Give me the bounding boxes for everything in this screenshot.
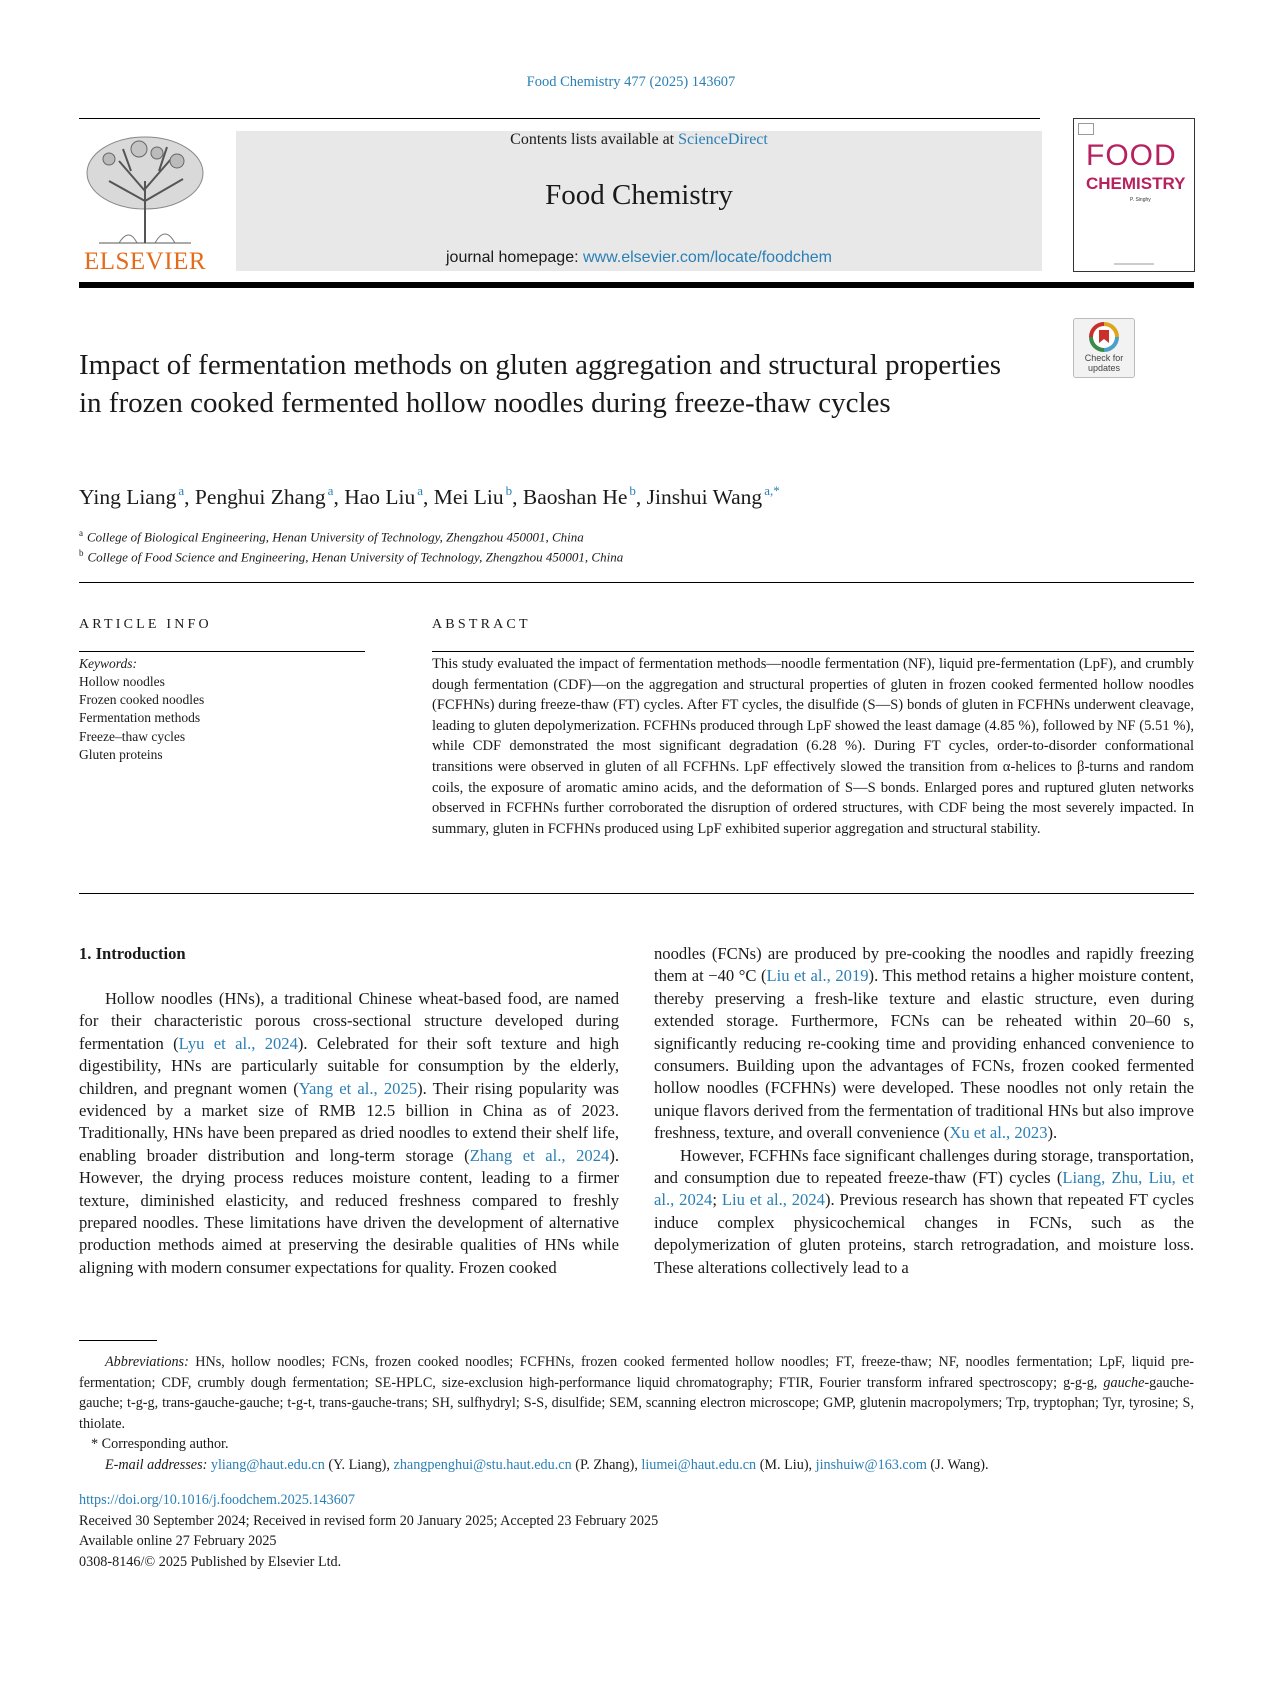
affiliation-text: College of Food Science and Engineering, Henan University of Technology, Zhengzhou 450001, China [87,549,624,565]
header-top-rule [79,118,1040,119]
author-name: Penghui Zhang [194,485,326,509]
keyword: Freeze–thaw cycles [79,729,186,744]
affiliation-mark: a [79,528,83,538]
citation-link[interactable]: Liang, Zhu, Liu, et al., 2024 [654,1168,1194,1210]
author-affiliation-mark[interactable]: a,* [764,483,780,498]
abbreviations-footnote [79,1352,1194,1434]
body-text: ). Previous research has shown that repeated FT cycles induce complex physicochemical changes in FCNs, such as the depolymerization of gluten proteins, starch retrogradation, and moisture loss. These alterations collectively lead to a [654,1190,1194,1277]
affiliation [79,548,623,565]
citation-link[interactable]: Zhang et al., 2024 [469,1145,610,1165]
author-separator: , [512,485,523,509]
section-heading-introduction: 1. Introduction [79,944,186,963]
author-affiliation-mark[interactable]: a [417,483,424,498]
email-owner: (J. Wang). [926,1456,989,1473]
journal-cover-thumbnail[interactable] [1073,118,1195,272]
email-link[interactable]: jinshuiw@163.com [815,1456,927,1473]
author-name: Mei Liu [433,485,504,509]
body-text: ). This method retains a higher moisture content, thereby preserving a fresh-like texture and elastic structure, even during extended storage. Furthermore, FCNs can be reheated within 20–60 s, significantly reducing re-cooking time and providing enhanced convenience to consumers. Building upon the advantages of FCNs, frozen cooked fermented hollow noodles (FCFHNs) were developed. These noodles not only retain the unique flavors derived from the fermentation of traditional HNs but also improve freshness, texture, and overall convenience ( [654,966,1194,1143]
journal-name: Food Chemistry [545,179,733,211]
article-title: Impact of fermentation methods on gluten aggregation and structural properties in frozen cooked fermented hollow noodles during freeze-thaw cycles [79,349,1002,419]
email-link[interactable]: yliang@haut.edu.cn [210,1456,325,1473]
body-column-left [79,988,619,1279]
author-separator: , [184,485,195,509]
sciencedirect-link[interactable]: ScienceDirect [678,131,768,148]
author-separator: , [423,485,434,509]
body-text: ). However, the drying process reduces moisture content, leading to a firmer texture, diminished elasticity, and reduced freshness compared to freshly prepared noodles. These limitations have driven the development of alternative production methods aimed at preserving the desirable qualities of HNs while aligning with modern consumer expectations for quality. Frozen cooked [79,1145,620,1277]
affiliations-rule [79,582,1194,583]
homepage-line [236,249,1042,267]
abstract-rule [432,651,1194,652]
author-separator: , [333,485,345,509]
body-text: ). Their rising popularity was evidenced by a market size of RMB 12.5 billion in China as of 2023. Traditionally, HNs have been prepared as dried noodles to extend their shelf life, enabling broader distribution and long-term storage ( [79,1078,619,1165]
body-text: noodles (FCNs) are produced by pre-cooking the noodles and rapidly freezing them at −40 °C ( [654,944,1194,986]
abstract-heading: ABSTRACT [432,617,531,632]
email-link[interactable]: zhangpenghui@stu.haut.edu.cn [393,1456,572,1473]
body-text: ). [1047,1123,1058,1143]
citation-link[interactable]: Liu et al., 2019 [766,966,869,986]
body-text: However, FCFHNs face significant challenges during storage, transportation, and consumption due to repeated freeze-thaw (FT) cycles ( [654,1145,1194,1188]
author[interactable] [434,485,512,509]
author-affiliation-mark[interactable]: b [505,483,513,498]
journal-reference[interactable]: Food Chemistry 477 (2025) 143607 [526,74,736,90]
citation-link[interactable]: Lyu et al., 2024 [178,1033,298,1053]
contents-prefix: Contents lists available at [510,131,679,148]
author[interactable] [344,485,423,509]
email-addresses [79,1455,1194,1476]
article-info-rule [79,651,365,652]
publication-metadata [79,1490,658,1572]
publisher-wordmark: ELSEVIER [83,248,207,275]
abbreviations-text: -gauche-gauche; t-g-g, trans-gauche-gauche; t-g-t, trans-gauche-trans; SH, sulfhydryl; S-S, disulfide; SEM, scanning electron microscope; GMP, glutenin macropolymers; Trp, tryptophan; Tyr, tyrosine; S, thiolate. [79,1374,1194,1432]
keyword: Frozen cooked noodles [79,692,205,707]
email-owner: (M. Liu), [756,1456,816,1473]
body-text: Hollow noodles (HNs), a traditional Chinese wheat-based food, are named for their characteristic porous cross-sectional structure developed during fermentation ( [79,989,619,1053]
footnotes [79,1352,1194,1476]
contents-line [236,131,1042,149]
cover-title-food: FOOD [1086,139,1177,172]
body-paragraph [79,988,619,1279]
email-owner: (P. Zhang), [571,1456,642,1473]
journal-homepage-link[interactable]: www.elsevier.com/locate/foodchem [582,249,832,266]
cover-title-chemistry: CHEMISTRY [1086,174,1186,193]
body-paragraph [654,1145,1194,1279]
author[interactable] [647,485,780,509]
doi-link[interactable]: https://doi.org/10.1016/j.foodchem.2025.143607 [79,1492,355,1508]
author-affiliation-mark[interactable]: a [327,483,334,498]
cover-footer-line [1114,263,1154,265]
author-name: Hao Liu [344,485,416,509]
citation-link[interactable]: Liu et al., 2024 [721,1190,825,1210]
available-online: Available online 27 February 2025 [79,1533,277,1550]
abbreviations-label: Abbreviations: [105,1354,189,1370]
homepage-prefix: journal homepage: [446,249,583,266]
keyword: Fermentation methods [79,710,201,725]
affiliation-mark: b [79,548,84,558]
email-owner: (Y. Liang), [324,1456,394,1473]
author[interactable] [195,485,334,509]
author-affiliation-mark[interactable]: a [178,483,185,498]
body-column-right [654,943,1194,1279]
email-link[interactable]: liumei@haut.edu.cn [641,1456,757,1473]
author[interactable] [523,485,636,509]
check-updates-label: Check for updates [1084,353,1124,373]
header-thick-rule [79,282,1194,288]
author[interactable] [79,485,184,509]
affiliation [79,528,584,545]
body-text: ). Celebrated for their soft texture and high digestibility, HNs are particularly suitable for consumption by the elderly, children, and pregnant women ( [79,1033,619,1098]
check-updates-icon [1074,319,1134,353]
footnote-rule [79,1340,157,1341]
author-list [79,483,780,510]
email-label: E-mail addresses: [105,1456,208,1473]
copyright-line: 0308-8146/© 2025 Published by Elsevier Ltd. [79,1553,342,1570]
keyword: Gluten proteins [79,747,163,762]
check-for-updates-button[interactable] [1073,318,1135,378]
abstract-bottom-rule [79,893,1194,894]
author-separator: , [635,485,647,509]
journal-banner [236,131,1042,271]
abbreviations-italic: gauche [1103,1374,1145,1391]
citation-link[interactable]: Xu et al., 2023 [949,1123,1048,1143]
corresponding-author-note: * Corresponding author. [91,1436,229,1453]
author-name: Ying Liang [79,485,177,509]
article-info-heading: ARTICLE INFO [79,617,212,632]
cover-editor: P. Singhy [1130,197,1151,203]
citation-link[interactable]: Yang et al., 2025 [298,1078,418,1098]
abbreviations-text: HNs, hollow noodles; FCNs, frozen cooked noodles; FCFHNs, frozen cooked fermented hollow noodles; FT, freeze-thaw; NF, noodles fermentation; LpF, liquid pre-fermentation; CDF, crumbly dough fermentation; SE-HPLC, size-exclusion high-performance liquid chromatography; FTIR, Fourier transform infrared spectroscopy; g-g-g, [79,1354,1194,1391]
keywords-label: Keywords: [79,656,137,671]
body-text: ; [712,1190,722,1210]
author-affiliation-mark[interactable]: b [629,483,636,498]
keyword: Hollow noodles [79,674,165,689]
body-paragraph [654,943,1194,1145]
abstract-text: This study evaluated the impact of fermentation methods—noodle fermentation (NF), liquid pre-fermentation (LpF), and crumbly dough fermentation (CDF)—on the aggregation and structural properties of gluten in frozen cooked fermented hollow noodles (FCFHNs) during freeze-thaw (FT) cycles. After FT cycles, the disulfide (S—S) bonds of gluten in FCFHNs underwent cleavage, leading to gluten depolymerization. FCFHNs produced through LpF showed the least damage (4.85 %), followed by NF (5.51 %), while CDF demonstrated the most significant degradation (6.28 %). During FT cycles, order-to-disorder conformational transitions were observed in gluten of all FCFHNs. LpF effectively slowed the transition from α-helices to β-turns and random coils, the exposure of aromatic amino acids, and the deformation of S—S bonds. Enlarged pores and ruptured gluten networks observed in FCFHNs further corroborated the disruption of ordered structures, with CDF being the most severely impacted. In summary, gluten in FCFHNs produced using LpF exhibited superior aggregation and structural stability. [432,656,1194,837]
cover-publisher-mark [1078,123,1094,135]
author-name: Baoshan He [522,485,628,509]
affiliation-text: College of Biological Engineering, Henan University of Technology, Zhengzhou 450001, China [87,529,584,545]
received-dates: Received 30 September 2024; Received in revised form 20 January 2025; Accepted 23 February 2025 [79,1512,659,1529]
author-name: Jinshui Wang [646,485,763,509]
